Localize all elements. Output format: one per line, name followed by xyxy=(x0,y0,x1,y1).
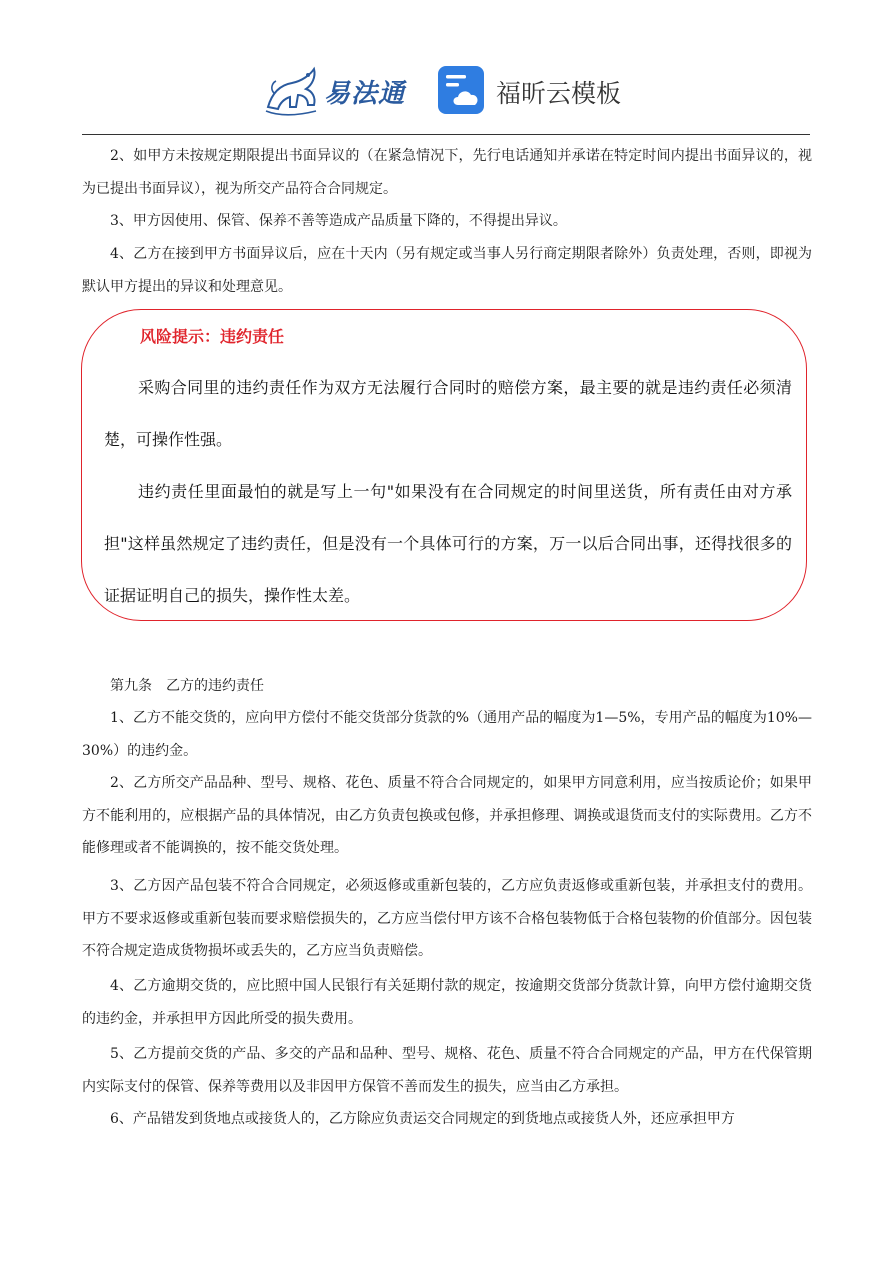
foxit-template-logo-text: 福昕云模板 xyxy=(496,79,622,108)
yifatong-logo xyxy=(262,63,412,119)
article-paragraph-2: 2、乙方所交产品品种、型号、规格、花色、质量不符合合同规定的，如果甲方同意利用，应当按质论价；如果甲方不能利用的，应根据产品的具体情况，由乙方负责包换或包修，并承担修理、调换或退货而支付的实际费用。乙方不能修理或者不能调换的，按不能交货处理。 xyxy=(82,775,812,856)
risk-warning-paragraph: 违约责任里面最怕的就是写上一句"如果没有在合同规定的时间里送货，所有责任由对方承担"这样虽然规定了违约责任，但是没有一个具体可行的方案，万一以后合同出事，还得找很多的证据证明自己的损失，操作性太差。 xyxy=(104,482,792,605)
article-paragraph-3: 3、乙方因产品包装不符合合同规定，必须返修或重新包装的，乙方应负责返修或重新包装，并承担支付的费用。甲方不要求返修或重新包装而要求赔偿损失的，乙方应当偿付甲方该不合格包装物低于合格包装物的价值部分。因包装不符合规定造成货物损坏或丢失的，乙方应当负责赔偿。 xyxy=(82,878,812,959)
page-header xyxy=(0,55,893,125)
cloud-document-icon xyxy=(436,65,486,115)
clause-paragraph-4: 4、乙方在接到甲方书面异议后，应在十天内（另有规定或当事人另行商定期限者除外）负责处理，否则，即视为默认甲方提出的异议和处理意见。 xyxy=(82,246,812,295)
article-paragraph-5: 5、乙方提前交货的产品、多交的产品和品种、型号、规格、花色、质量不符合合同规定的产品，甲方在代保管期内实际支付的保管、保养等费用以及非因甲方保管不善而发生的损失，应当由乙方承担。 xyxy=(82,1046,812,1095)
clause-paragraph-3: 3、甲方因使用、保管、保养不善等造成产品质量下降的，不得提出异议。 xyxy=(110,213,567,229)
risk-warning-box xyxy=(81,309,807,621)
article-paragraph-1: 1、乙方不能交货的，应向甲方偿付不能交货部分货款的%（通用产品的幅度为1—5%，专用产品的幅度为10%—30%）的违约金。 xyxy=(82,710,812,759)
foxit-template-logo xyxy=(436,65,636,117)
clause-paragraph-2: 2、如甲方未按规定期限提出书面异议的（在紧急情况下，先行电话通知并承诺在特定时间内提出书面异议的，视为已提出书面异议），视为所交产品符合合同规定。 xyxy=(82,148,812,197)
article-paragraph-4: 4、乙方逾期交货的，应比照中国人民银行有关延期付款的规定，按逾期交货部分货款计算，向甲方偿付逾期交货的违约金，并承担甲方因此所受的损失费用。 xyxy=(82,978,812,1027)
qilin-icon xyxy=(262,63,322,119)
yifatong-logo-text: 易法通 xyxy=(324,79,406,109)
article-heading: 第九条 乙方的违约责任 xyxy=(110,678,264,694)
header-divider xyxy=(82,134,810,135)
risk-warning-title: 风险提示：违约责任 xyxy=(140,327,285,346)
article-paragraph-6: 6、产品错发到货地点或接货人的，乙方除应负责运交合同规定的到货地点或接货人外，还应承担甲方 xyxy=(110,1111,735,1127)
risk-warning-paragraph: 采购合同里的违约责任作为双方无法履行合同时的赔偿方案，最主要的就是违约责任必须清楚，可操作性强。 xyxy=(104,378,792,449)
